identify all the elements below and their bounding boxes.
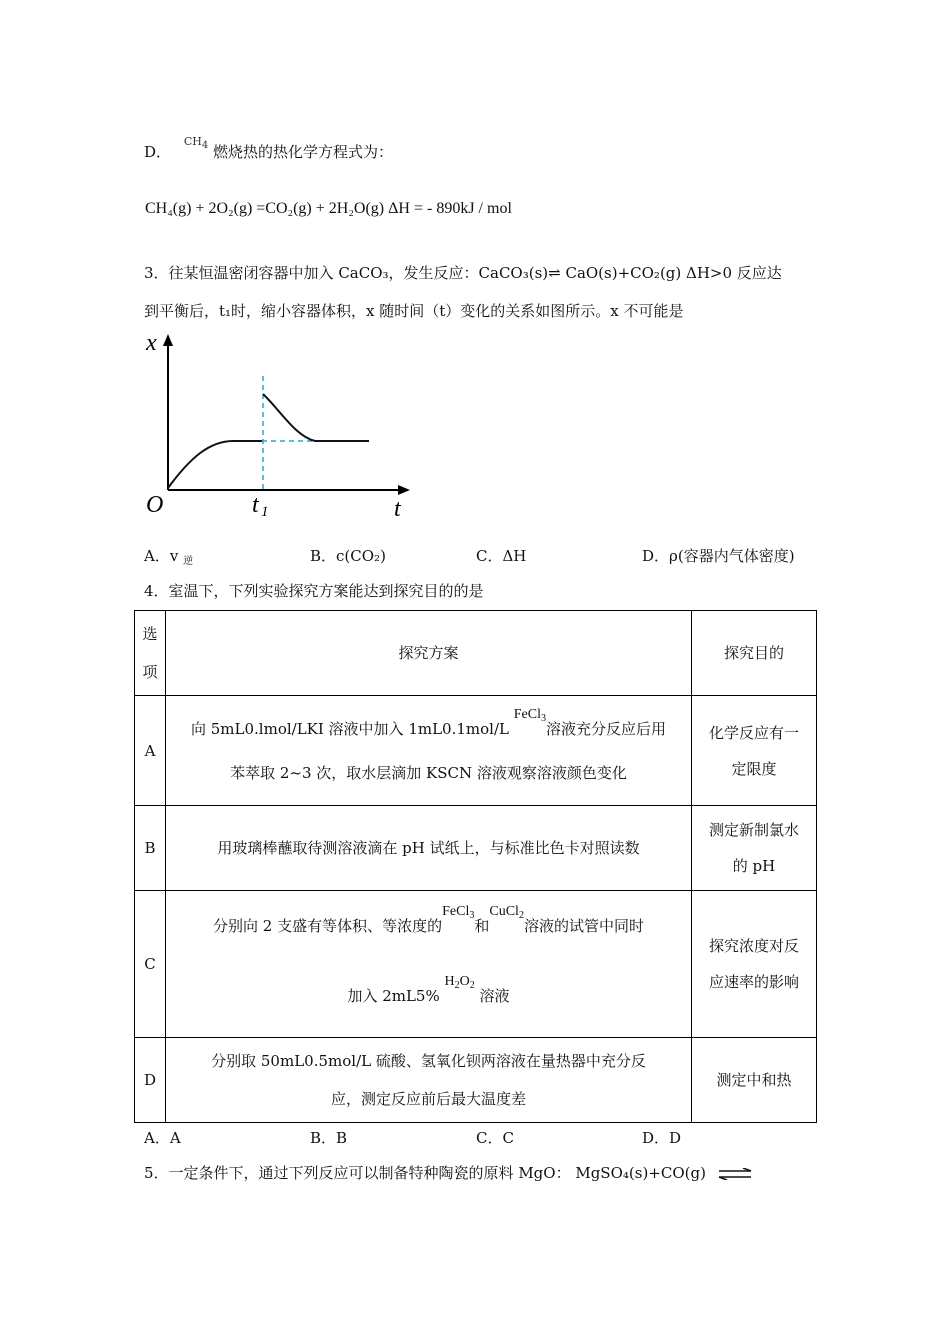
y-axis-label: x	[146, 330, 157, 356]
q4-option-d: D．D	[642, 1129, 682, 1147]
header-plan: 探究方案	[166, 611, 692, 696]
origin-label: O	[146, 492, 164, 518]
q3-stem-line2: 到平衡后，t₁时，缩小容器体积，x 随时间（t）变化的关系如图所示。x 不可能是	[144, 302, 684, 320]
q3-stem-line1: 3．往某恒温密闭容器中加入 CaCO₃，发生反应：CaCO₃(s)⇌ CaO(s)+CO₂(g) ΔH>0 反应达	[144, 264, 782, 282]
table-row	[135, 696, 817, 806]
row-label: B	[135, 806, 166, 891]
table-header-row	[135, 611, 817, 696]
curve-rise	[168, 441, 262, 488]
q4-option-a: A．A	[144, 1129, 181, 1147]
row-label: C	[135, 891, 166, 1038]
row-label: D	[135, 1038, 166, 1123]
option-d-formula: CH4	[183, 135, 209, 151]
header-option: 选 项	[135, 611, 166, 696]
q4-option-c: C．C	[476, 1129, 514, 1147]
row-plan: 用玻璃棒蘸取待测溶液滴在 pH 试纸上，与标准比色卡对照读数	[166, 806, 692, 891]
option-d-text: 燃烧热的热化学方程式为：	[212, 143, 393, 161]
q3-chart	[140, 328, 420, 532]
t1-label-sub: 1	[261, 504, 269, 520]
equilibrium-arrow-icon	[717, 1168, 753, 1180]
row-plan: 向 5mL0.lmol/LKI 溶液中加入 1mL0.1mol/L FeCl$_3$溶液充分反应后用 苯萃取 2~3 次，取水层滴加 KSCN 溶液观察溶液颜色变化	[166, 696, 692, 806]
q4-table	[134, 610, 817, 1123]
x-axis-arrow	[398, 485, 410, 495]
q3-chart-svg	[140, 328, 420, 528]
option-d-line	[144, 135, 393, 163]
header-goal: 探究目的	[692, 611, 817, 696]
q3-option-b: B．c(CO₂)	[310, 547, 386, 565]
row-goal: 测定新制氯水 的 pH	[692, 806, 817, 891]
q3-option-a: A．v $_逆$	[144, 547, 194, 567]
option-d-equation: CH₄(g) + 2O₂(g) =CO₂(g) + 2H₂O(g) ΔH = - 890kJ / mol	[145, 200, 512, 217]
y-axis-arrow	[163, 334, 173, 346]
q5-stem: 5．一定条件下，通过下列反应可以制备特种陶瓷的原料 MgO： MgSO₄(s)+CO(g)	[144, 1162, 753, 1183]
x-axis-label: t	[394, 496, 401, 522]
table-row	[135, 1038, 817, 1123]
q4-option-b: B．B	[310, 1129, 348, 1147]
row-plan: 分别取 50mL0.5mol/L 硫酸、氢氧化钡两溶液在量热器中充分反 应，测定反应前后最大温度差	[166, 1038, 692, 1123]
table-row	[135, 806, 817, 891]
row-goal: 化学反应有一 定限度	[692, 696, 817, 806]
row-goal: 测定中和热	[692, 1038, 817, 1123]
row-goal: 探究浓度对反 应速率的影响	[692, 891, 817, 1038]
row-plan: 分别向 2 支盛有等体积、等浓度的FeCl$_3$和CuCl$_2$溶液的试管中同时 加入 2mL5% $H_2O_2$ 溶液	[166, 891, 692, 1038]
row-label: A	[135, 696, 166, 806]
curve-after-t1	[263, 394, 369, 441]
q3-option-c: C．ΔH	[476, 547, 527, 565]
t1-label: t	[252, 492, 259, 518]
q3-option-d: D．ρ(容器内气体密度)	[642, 547, 795, 565]
option-d-label: D．	[144, 143, 172, 161]
table-row	[135, 891, 817, 1038]
q4-stem: 4．室温下，下列实验探究方案能达到探究目的的是	[144, 582, 484, 600]
